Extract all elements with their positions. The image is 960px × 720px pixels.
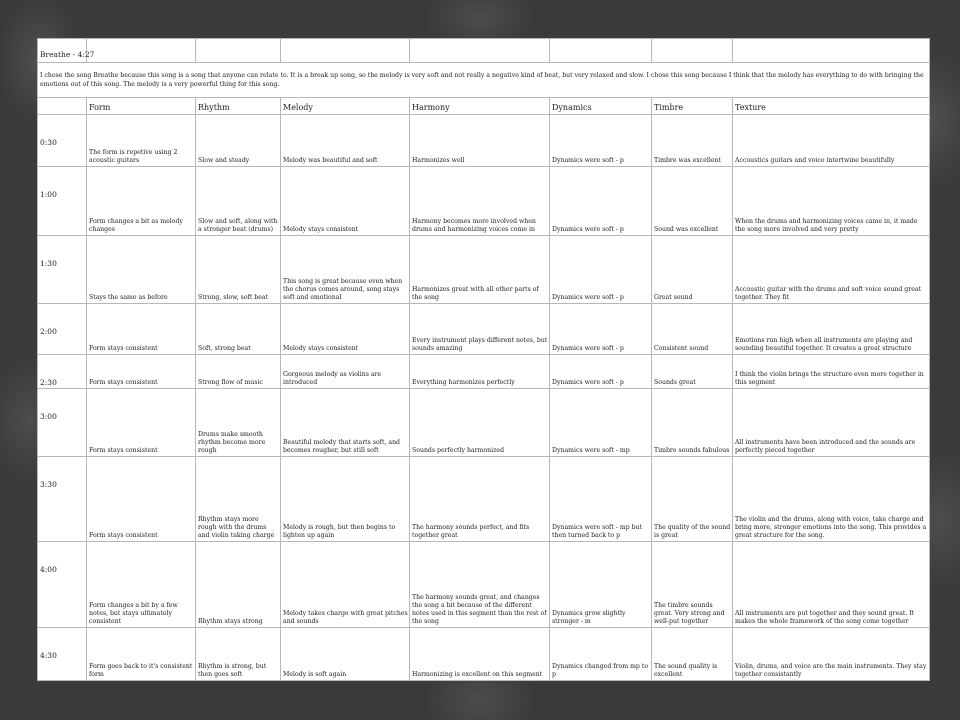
- rhythm-cell[interactable]: Rhythm is strong, but then goes soft: [196, 628, 281, 681]
- empty-cell[interactable]: [652, 39, 733, 63]
- form-cell[interactable]: Form stays consistent: [87, 304, 196, 355]
- time-cell[interactable]: 0:30: [38, 115, 87, 167]
- texture-cell[interactable]: When the drums and harmonizing voices came in, it made the song more involved and very pretty: [733, 167, 930, 236]
- dynamics-cell[interactable]: Dynamics were soft - p: [550, 304, 652, 355]
- texture-cell[interactable]: All instruments are put together and they sound great. It makes the whole framework of the song come together: [733, 542, 930, 628]
- form-cell[interactable]: Form changes a bit as melody changes: [87, 167, 196, 236]
- empty-cell[interactable]: [196, 39, 281, 63]
- melody-cell[interactable]: Gorgeous melody as violins are introduced: [281, 355, 410, 389]
- melody-cell[interactable]: Melody was beautiful and soft: [281, 115, 410, 167]
- texture-cell[interactable]: Emotions run high when all instruments are playing and sounding beautiful together. It creates a great structure: [733, 304, 930, 355]
- melody-cell[interactable]: Melody stays consistent: [281, 304, 410, 355]
- header-texture[interactable]: Texture: [733, 98, 930, 115]
- texture-cell[interactable]: All instruments have been introduced and the sounds are perfectly pieced together: [733, 389, 930, 457]
- dynamics-cell[interactable]: Dynamics grow slightly stronger - m: [550, 542, 652, 628]
- texture-cell[interactable]: Violin, drums, and voice are the main instruments. They stay together consistantly: [733, 628, 930, 681]
- table-row: [38, 355, 930, 389]
- dynamics-cell[interactable]: Dynamics were soft - mp but then turned back to p: [550, 457, 652, 542]
- form-cell[interactable]: Stays the same as before: [87, 236, 196, 304]
- dynamics-cell[interactable]: Dynamics were soft - p: [550, 236, 652, 304]
- rhythm-cell[interactable]: Strong, slow, soft beat: [196, 236, 281, 304]
- time-cell[interactable]: 4:30: [38, 628, 87, 681]
- dynamics-cell[interactable]: Dynamics were soft - p: [550, 167, 652, 236]
- rhythm-cell[interactable]: Strong flow of music: [196, 355, 281, 389]
- timbre-cell[interactable]: Consistent sound: [652, 304, 733, 355]
- melody-cell[interactable]: Melody stays consistent: [281, 167, 410, 236]
- table-row: [38, 167, 930, 236]
- time-cell[interactable]: 2:00: [38, 304, 87, 355]
- table-row: [38, 115, 930, 167]
- harmony-cell[interactable]: Harmonizing is excellent on this segment: [410, 628, 550, 681]
- rhythm-cell[interactable]: Slow and soft, along with a stronger beat (drums): [196, 167, 281, 236]
- harmony-cell[interactable]: Sounds perfectly harmonized: [410, 389, 550, 457]
- form-cell[interactable]: Form changes a bit by a few notes, but stays ultimately consistent: [87, 542, 196, 628]
- harmony-cell[interactable]: Harmonizes well: [410, 115, 550, 167]
- melody-cell[interactable]: Melody takes charge with great pitches and sounds: [281, 542, 410, 628]
- timbre-cell[interactable]: The sound quality is excellent: [652, 628, 733, 681]
- table-row: [38, 304, 930, 355]
- timbre-cell[interactable]: The quality of the sound is great: [652, 457, 733, 542]
- rhythm-cell[interactable]: Drums make smooth rhythm become more rough: [196, 389, 281, 457]
- timbre-cell[interactable]: Sounds great: [652, 355, 733, 389]
- texture-cell[interactable]: Accoustics guitars and voice intertwine beautifully: [733, 115, 930, 167]
- time-cell[interactable]: 1:30: [38, 236, 87, 304]
- time-cell[interactable]: 1:00: [38, 167, 87, 236]
- form-cell[interactable]: The form is repetive using 2 acoustic guitars: [87, 115, 196, 167]
- header-rhythm[interactable]: Rhythm: [196, 98, 281, 115]
- texture-cell[interactable]: The violin and the drums, along with voice, take charge and bring more, stronger emotions into the song. This provides a great structure for the song.: [733, 457, 930, 542]
- table-row: [38, 389, 930, 457]
- rhythm-cell[interactable]: Rhythm stays strong: [196, 542, 281, 628]
- intro-row: [38, 63, 930, 98]
- timbre-cell[interactable]: Timbre sounds fabulous: [652, 389, 733, 457]
- timbre-cell[interactable]: Sound was excellent: [652, 167, 733, 236]
- harmony-cell[interactable]: The harmony sounds perfect, and fits together great: [410, 457, 550, 542]
- melody-cell[interactable]: This song is great because even when the chorus comes around, song stays soft and emotional: [281, 236, 410, 304]
- harmony-cell[interactable]: Every instrument plays different notes, but sounds amazing: [410, 304, 550, 355]
- song-title[interactable]: Breathe - 4:27: [38, 39, 87, 63]
- table-row: [38, 542, 930, 628]
- rhythm-cell[interactable]: Soft, strong beat: [196, 304, 281, 355]
- table-row: [38, 236, 930, 304]
- intro-text[interactable]: I chose the song Breathe because this song is a song that anyone can relate to. It is a break up song, so the melody is very soft and not really a negative kind of beat, but very relaxed and slow. I chose this song because I think that the melody has everything to do with bringing the emotions out of this song. The melody is a very powerful thing for this song.: [38, 63, 930, 98]
- timbre-cell[interactable]: Timbre was excellent: [652, 115, 733, 167]
- harmony-cell[interactable]: The harmony sounds great, and changes the song a bit because of the different notes used in this segment than the rest of the song: [410, 542, 550, 628]
- header-dynamics[interactable]: Dynamics: [550, 98, 652, 115]
- music-analysis-table: [37, 38, 930, 681]
- time-cell[interactable]: 4:00: [38, 542, 87, 628]
- time-cell[interactable]: 2:30: [38, 355, 87, 389]
- dynamics-cell[interactable]: Dynamics were soft - p: [550, 115, 652, 167]
- harmony-cell[interactable]: Everything harmonizes perfectly: [410, 355, 550, 389]
- melody-cell[interactable]: Melody is rough, but then begins to lighten up again: [281, 457, 410, 542]
- header-time[interactable]: [38, 98, 87, 115]
- header-melody[interactable]: Melody: [281, 98, 410, 115]
- texture-cell[interactable]: I think the violin brings the structure even more together in this segment: [733, 355, 930, 389]
- timbre-cell[interactable]: Great sound: [652, 236, 733, 304]
- header-row: [38, 98, 930, 115]
- dynamics-cell[interactable]: Dynamics were soft - p: [550, 355, 652, 389]
- header-harmony[interactable]: Harmony: [410, 98, 550, 115]
- rhythm-cell[interactable]: Slow and steady: [196, 115, 281, 167]
- table-row: [38, 457, 930, 542]
- harmony-cell[interactable]: Harmony becomes more involved when drums and harmonizing voices come in: [410, 167, 550, 236]
- empty-cell[interactable]: [281, 39, 410, 63]
- dynamics-cell[interactable]: Dynamics were soft - mp: [550, 389, 652, 457]
- title-row: [38, 39, 930, 63]
- time-cell[interactable]: 3:30: [38, 457, 87, 542]
- spreadsheet: [37, 38, 929, 681]
- empty-cell[interactable]: [87, 39, 196, 63]
- form-cell[interactable]: Form goes back to it's consistent form: [87, 628, 196, 681]
- timbre-cell[interactable]: The timbre sounds great. Very strong and well-put together: [652, 542, 733, 628]
- empty-cell[interactable]: [733, 39, 930, 63]
- header-timbre[interactable]: Timbre: [652, 98, 733, 115]
- dynamics-cell[interactable]: Dynamics changed from mp to p: [550, 628, 652, 681]
- texture-cell[interactable]: Accoustic guitar with the drums and soft voice sound great together. They fit: [733, 236, 930, 304]
- form-cell[interactable]: Form stays consistent: [87, 355, 196, 389]
- melody-cell[interactable]: Melody is soft again: [281, 628, 410, 681]
- header-form[interactable]: Form: [87, 98, 196, 115]
- empty-cell[interactable]: [410, 39, 550, 63]
- form-cell[interactable]: Form stays consistent: [87, 389, 196, 457]
- empty-cell[interactable]: [550, 39, 652, 63]
- form-cell[interactable]: Form stays consistent: [87, 457, 196, 542]
- melody-cell[interactable]: Beautiful melody that starts soft, and becomes rougher, but still soft: [281, 389, 410, 457]
- harmony-cell[interactable]: Harmonizes great with all other parts of the song: [410, 236, 550, 304]
- time-cell[interactable]: 3:00: [38, 389, 87, 457]
- table-row: [38, 628, 930, 681]
- rhythm-cell[interactable]: Rhythm stays more rough with the drums and violin taking charge: [196, 457, 281, 542]
